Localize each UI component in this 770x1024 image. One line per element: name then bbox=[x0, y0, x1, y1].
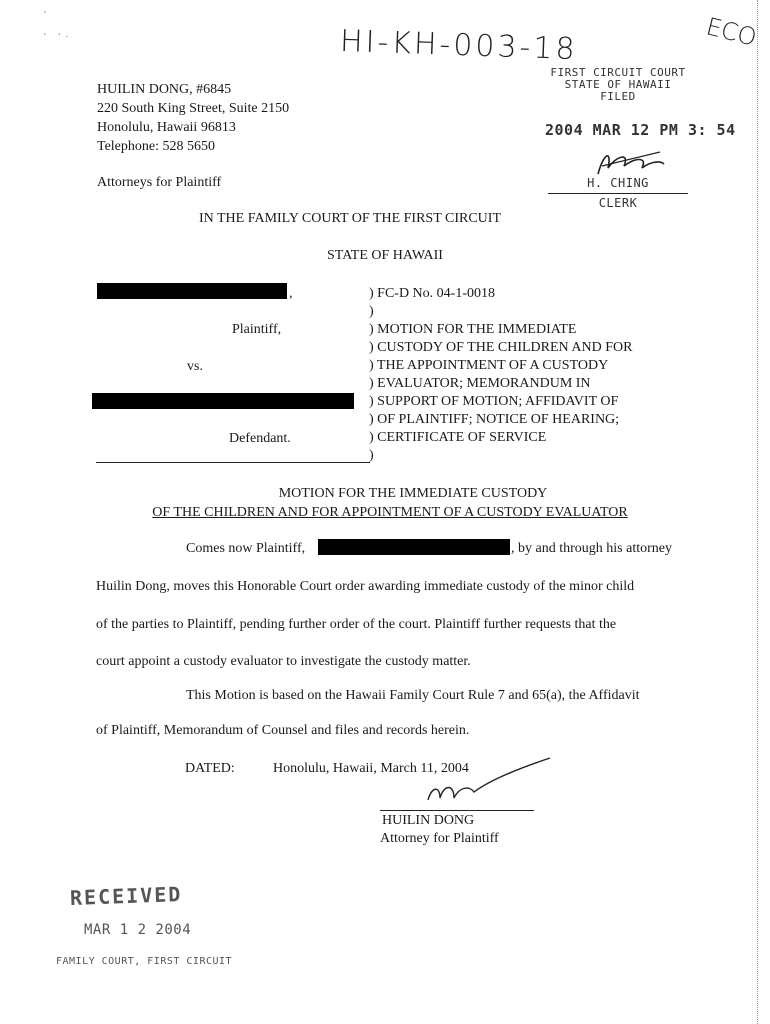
p1-line2: Huilin Dong, moves this Honorable Court order awarding immediate custody of the minor child bbox=[96, 579, 635, 594]
stamp-clerk-name: H. CHING bbox=[587, 176, 649, 190]
redacted-plaintiff-name bbox=[97, 283, 287, 299]
signature-line bbox=[380, 810, 534, 811]
attorney-city: Honolulu, Hawaii 96813 bbox=[97, 120, 236, 135]
clerk-signature bbox=[590, 146, 670, 180]
attorney-street: 220 South King Street, Suite 2150 bbox=[97, 101, 290, 116]
handwritten-corner-note: ECO bbox=[703, 12, 760, 52]
plaintiff-label: Plaintiff, bbox=[232, 322, 282, 337]
caption-bracket-line: ) bbox=[369, 304, 374, 319]
p1-after: , by and through his attorney bbox=[511, 541, 672, 556]
caption-bracket-line: ) CERTIFICATE OF SERVICE bbox=[369, 430, 547, 445]
p1-line3: of the parties to Plaintiff, pending further order of the court. Plaintiff further requests that the bbox=[96, 617, 617, 632]
margin-mark: ' ' · bbox=[44, 32, 69, 43]
attorney-role: Attorneys for Plaintiff bbox=[97, 175, 222, 190]
received-word: RECEIVED bbox=[69, 882, 183, 910]
caption-bracket-line: ) SUPPORT OF MOTION; AFFIDAVIT OF bbox=[369, 394, 619, 409]
p2-line2: of Plaintiff, Memorandum of Counsel and files and records herein. bbox=[96, 723, 470, 738]
court-name: IN THE FAMILY COURT OF THE FIRST CIRCUIT bbox=[198, 211, 502, 226]
motion-title-underlined: OF THE CHILDREN AND FOR APPOINTMENT OF A CUSTODY EVALUATOR bbox=[152, 505, 628, 520]
motion-title-line2 bbox=[0, 505, 770, 521]
caption-underline bbox=[96, 462, 370, 463]
margin-mark: ′ bbox=[44, 10, 47, 21]
caption-bracket-line: ) MOTION FOR THE IMMEDIATE bbox=[369, 322, 577, 337]
received-court: FAMILY COURT, FIRST CIRCUIT bbox=[56, 956, 233, 967]
attorney-signature bbox=[420, 756, 560, 808]
stamp-filed: FILED bbox=[600, 90, 636, 103]
caption-bracket-line: ) FC-D No. 04-1-0018 bbox=[369, 286, 495, 301]
dated-label: DATED: bbox=[185, 761, 235, 776]
redacted-plaintiff-name-body bbox=[318, 539, 510, 555]
received-date: MAR 1 2 2004 bbox=[84, 922, 192, 938]
stamp-state: STATE OF HAWAII bbox=[564, 78, 672, 91]
defendant-label: Defendant. bbox=[229, 431, 291, 446]
motion-title-line1: MOTION FOR THE IMMEDIATE CUSTODY bbox=[278, 486, 548, 501]
caption-bracket-line: ) EVALUATOR; MEMORANDUM IN bbox=[369, 376, 591, 391]
signature-name: HUILIN DONG bbox=[382, 813, 475, 828]
p1-line4: court appoint a custody evaluator to investigate the custody matter. bbox=[96, 654, 471, 669]
caption-bracket-line: ) CUSTODY OF THE CHILDREN AND FOR bbox=[369, 340, 633, 355]
court-state: STATE OF HAWAII bbox=[327, 248, 443, 263]
signature-role: Attorney for Plaintiff bbox=[380, 831, 499, 846]
p1-start: Comes now Plaintiff, bbox=[186, 541, 306, 556]
attorney-name: HUILIN DONG, #6845 bbox=[97, 82, 232, 97]
attorney-phone: Telephone: 528 5650 bbox=[97, 139, 215, 154]
stamp-court: FIRST CIRCUIT COURT bbox=[550, 66, 686, 79]
plaintiff-comma: , bbox=[289, 286, 293, 301]
caption-bracket-line: ) THE APPOINTMENT OF A CUSTODY bbox=[369, 358, 609, 373]
p2-line1: This Motion is based on the Hawaii Family Court Rule 7 and 65(a), the Affidavit bbox=[186, 688, 640, 703]
stamp-clerk-title: CLERK bbox=[598, 196, 638, 210]
dated-value: Honolulu, Hawaii, March 11, 2004 bbox=[273, 761, 469, 776]
caption-bracket-line: ) OF PLAINTIFF; NOTICE OF HEARING; bbox=[369, 412, 620, 427]
stamp-datetime: 2004 MAR 12 PM 3: 54 bbox=[545, 121, 736, 139]
redacted-defendant-name bbox=[92, 393, 354, 409]
handwritten-case-number: HI-KH-003-18 bbox=[339, 23, 579, 68]
caption-bracket-line: ) bbox=[369, 448, 374, 463]
versus-label: vs. bbox=[187, 359, 203, 374]
stamp-clerk-line bbox=[548, 193, 688, 194]
